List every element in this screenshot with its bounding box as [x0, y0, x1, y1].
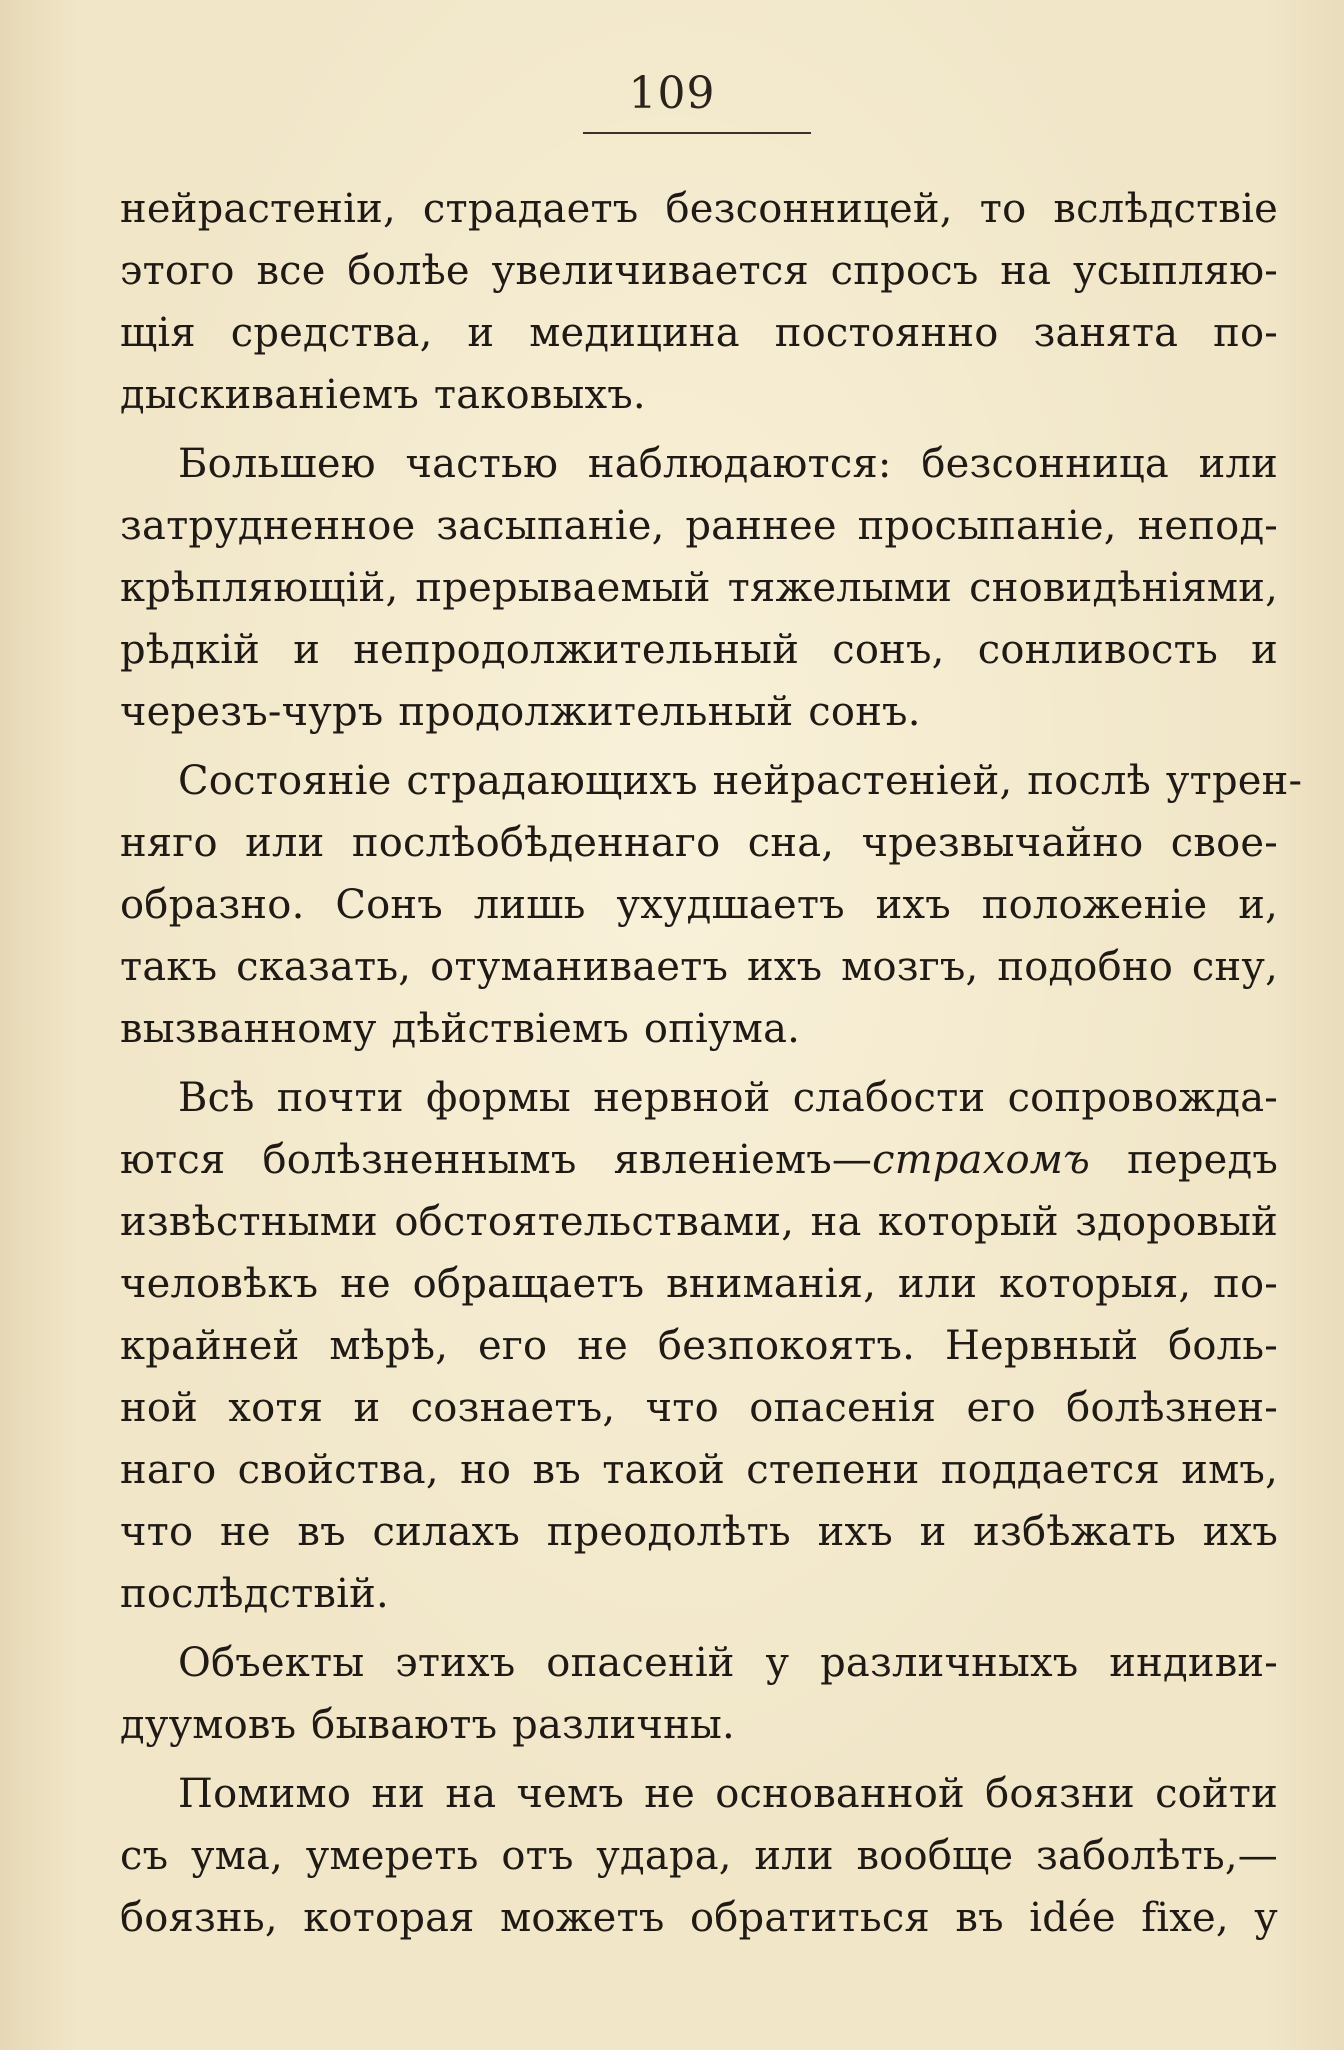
text-line: рѣдкій и непродолжительный сонъ, сонливость и [120, 627, 1278, 673]
text-line: съ ума, умереть отъ удара, или вообще заболѣть,— [120, 1833, 1278, 1879]
text-line: что не въ силахъ преодолѣть ихъ и избѣжать ихъ [120, 1509, 1278, 1555]
text-line: вызванному дѣйствіемъ опіума. [120, 1006, 801, 1052]
emphasis-text: страхомъ [872, 1137, 1090, 1183]
text-line: дыскиваніемъ таковыхъ. [120, 372, 646, 418]
text-line: ной хотя и сознаетъ, что опасенія его болѣзнен- [120, 1385, 1278, 1431]
text-line: Объекты этихъ опасеній у различныхъ индиви- [178, 1640, 1278, 1686]
text-line: дуумовъ бываютъ различны. [120, 1702, 735, 1748]
text-line: человѣкъ не обращаетъ вниманія, или которыя, по- [120, 1261, 1278, 1307]
text-line: образно. Сонъ лишь ухудшаетъ ихъ положеніе и, [120, 882, 1278, 928]
text-line: такъ сказать, отуманиваетъ ихъ мозгъ, подобно сну, [120, 944, 1278, 990]
text-line: извѣстными обстоятельствами, на который здоровый [120, 1199, 1278, 1245]
text-line: Состояніе страдающихъ нейрастеніей, послѣ утрен- [178, 758, 1303, 804]
text-segment: ются болѣзненнымъ явленіемъ— [120, 1137, 873, 1183]
text-line: Помимо ни на чемъ не основанной боязни сойти [178, 1771, 1278, 1817]
text-line: затрудненное засыпаніе, раннее просыпаніе, непод- [120, 503, 1278, 549]
text-line: няго или послѣобѣденнаго сна, чрезвычайно свое- [120, 820, 1278, 866]
text-line: крайней мѣрѣ, его не безпокоятъ. Нервный боль- [120, 1323, 1278, 1369]
text-line: крѣпляющій, прерываемый тяжелыми сновидѣніями, [120, 565, 1278, 611]
text-line [120, 1129, 1278, 1191]
text-line: Большею частью наблюдаются: безсонница или [178, 441, 1278, 487]
page-number: 109 [628, 68, 716, 119]
text-line: наго свойства, но въ такой степени поддается имъ, [120, 1447, 1278, 1493]
header-rule [583, 132, 811, 134]
body-text [120, 178, 1303, 1949]
text-line: Всѣ почти формы нервной слабости сопровожда- [178, 1075, 1278, 1121]
text-line: боязнь, которая можетъ обратиться въ idée fixe, у [120, 1895, 1278, 1941]
text-line: черезъ-чуръ продолжительный сонъ. [120, 689, 921, 735]
text-line: щія средства, и медицина постоянно занята по- [120, 310, 1278, 356]
text-segment: передъ [1089, 1137, 1278, 1183]
text-line: нейрастеніи, страдаетъ безсонницей, то вслѣдствіе [120, 186, 1278, 232]
text-line: этого все болѣе увеличивается спросъ на усыпляю- [120, 248, 1278, 294]
text-line: послѣдствій. [120, 1571, 389, 1617]
